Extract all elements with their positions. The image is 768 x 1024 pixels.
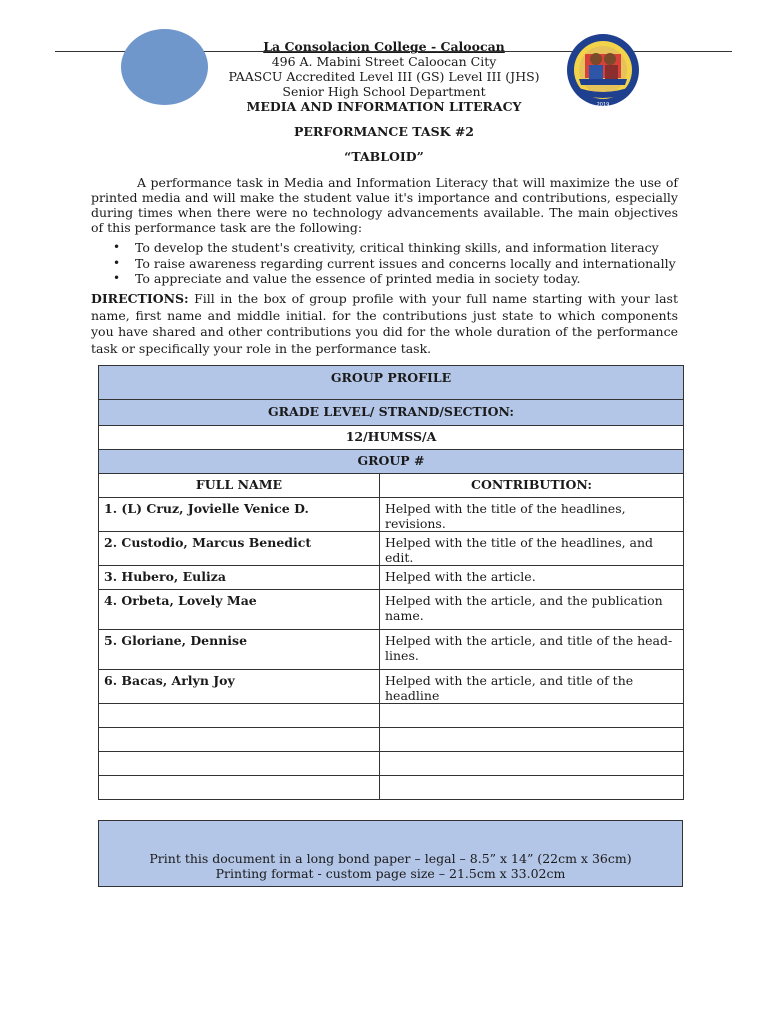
empty-name-cell[interactable] [99, 704, 380, 728]
table-row [99, 532, 684, 566]
member-name[interactable]: 2. Custodio, Marcus Benedict [99, 532, 380, 566]
member-name[interactable]: 4. Orbeta, Lovely Mae [99, 590, 380, 630]
group-profile-table [98, 365, 684, 800]
task-number: PERFORMANCE TASK #2 [294, 124, 474, 139]
school-address: 496 A. Mabini Street Caloocan City [271, 54, 497, 69]
member-name[interactable]: 6. Bacas, Arlyn Joy [99, 670, 380, 704]
table-row [99, 728, 684, 752]
objectives-list [113, 240, 676, 287]
member-contribution[interactable]: Helped with the article. [380, 566, 684, 590]
empty-name-cell[interactable] [99, 752, 380, 776]
group-number-label: GROUP # [99, 450, 684, 474]
table-row [99, 704, 684, 728]
empty-contribution-cell[interactable] [380, 776, 684, 800]
task-title: “TABLOID” [344, 149, 424, 164]
member-name[interactable]: 5. Gloriane, Dennise [99, 630, 380, 670]
table-row [99, 498, 684, 532]
member-contribution[interactable]: Helped with the title of the headlines, and edit. [380, 532, 684, 566]
group-profile-heading: GROUP PROFILE [99, 366, 684, 400]
member-contribution[interactable]: Helped with the article, and the publication name. [380, 590, 684, 630]
empty-contribution-cell[interactable] [380, 728, 684, 752]
table-row [99, 566, 684, 590]
print-instructions-line2: Printing format - custom page size – 21.5cm x 33.02cm [215, 866, 566, 881]
directions-paragraph [91, 291, 678, 357]
print-instructions-box [98, 820, 683, 887]
table-row [99, 670, 684, 704]
table-row [99, 752, 684, 776]
empty-contribution-cell[interactable] [380, 704, 684, 728]
accreditation: PAASCU Accredited Level III (GS) Level III (JHS) [228, 69, 540, 84]
svg-text:2019: 2019 [596, 102, 610, 108]
directions-text: Fill in the box of group profile with your full name starting with your last name, first name and middle initial. for the contributions just state to which components you have shared and other contributions you did for the whole duration of the performance task or specifically your role in the performance task. [91, 291, 678, 356]
empty-contribution-cell[interactable] [380, 752, 684, 776]
member-contribution[interactable]: Helped with the title of the headlines, revisions. [380, 498, 684, 532]
print-instructions-line1: Print this document in a long bond paper – legal – 8.5” x 14” (22cm x 36cm) [149, 851, 632, 866]
member-name[interactable]: 3. Hubero, Euliza [99, 566, 380, 590]
empty-name-cell[interactable] [99, 776, 380, 800]
full-name-header: FULL NAME [99, 474, 380, 498]
table-row [99, 630, 684, 670]
list-item: • To appreciate and value the essence of printed media in society today. [113, 271, 676, 287]
table-row [99, 776, 684, 800]
grade-level-label: GRADE LEVEL/ STRAND/SECTION: [99, 400, 684, 426]
table-row [99, 590, 684, 630]
list-item: • To raise awareness regarding current issues and concerns locally and internationally [113, 256, 676, 272]
school-name: La Consolacion College - Caloocan [263, 39, 505, 54]
list-item: • To develop the student's creativity, critical thinking skills, and information literacy [113, 240, 676, 256]
empty-name-cell[interactable] [99, 728, 380, 752]
member-contribution[interactable]: Helped with the article, and title of the head-lines. [380, 630, 684, 670]
member-name[interactable]: 1. (L) Cruz, Jovielle Venice D. [99, 498, 380, 532]
department: Senior High School Department [282, 84, 486, 99]
subject-title: MEDIA AND INFORMATION LITERACY [246, 99, 522, 114]
intro-paragraph: A performance task in Media and Information Literacy that will maximize the use of printed media and will make the student value it's importance and contributions, especially during times when there were no technology advancements available. The main objectives of this performance task are the following: [91, 175, 678, 235]
grade-level-value[interactable]: 12/HUMSS/A [99, 426, 684, 450]
directions-label: DIRECTIONS: [91, 291, 189, 306]
contribution-header: CONTRIBUTION: [380, 474, 684, 498]
member-contribution[interactable]: Helped with the article, and title of the headline [380, 670, 684, 704]
